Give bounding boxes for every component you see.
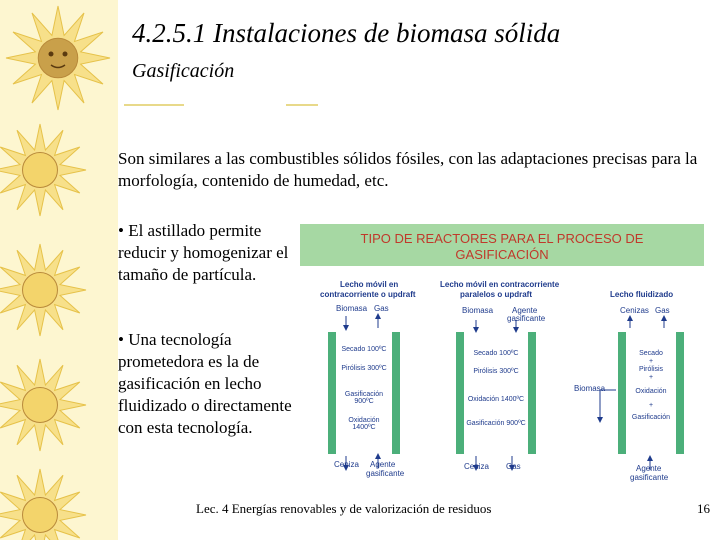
sun-icon bbox=[0, 244, 86, 336]
reactor3-zone: Secado bbox=[639, 350, 663, 357]
reactor3-zone: Gasificación bbox=[631, 414, 671, 421]
reactor2-output-label: Gas bbox=[506, 462, 521, 471]
decorative-sidebar bbox=[0, 0, 118, 540]
reactor2-input-label: Agente bbox=[512, 306, 538, 315]
reactor2-zone: Secado 100ºC bbox=[473, 350, 519, 357]
reactor2-zone: Pirólisis 300ºC bbox=[473, 368, 519, 375]
reactor3-input-label: Gas bbox=[655, 306, 670, 315]
reactor2-zone: Oxidación 1400ºC bbox=[467, 396, 525, 403]
reactor2-input-label: Biomasa bbox=[462, 306, 494, 315]
reactor3-heading: Lecho fluidizado bbox=[610, 290, 674, 299]
reactor3-wall-right bbox=[676, 332, 684, 454]
reactor2-output-label: Ceniza bbox=[464, 462, 489, 471]
reactor1-output-label: Agente bbox=[370, 460, 396, 469]
reactor2-zone: Gasificación 900ºC bbox=[466, 420, 526, 427]
reactor3-output-label: Agente bbox=[636, 464, 662, 473]
reactor1-zone: Pirólisis 300ºC bbox=[341, 365, 387, 372]
reactor2-input-label: gasificante bbox=[507, 314, 546, 323]
sun-icon bbox=[0, 359, 86, 451]
sun-icon bbox=[0, 469, 86, 540]
sun-icon bbox=[6, 6, 110, 110]
page-number: 16 bbox=[697, 501, 710, 516]
reactor3-wall-left bbox=[618, 332, 626, 454]
diagram-title-line: TIPO DE REACTORES PARA EL PROCESO DE bbox=[360, 231, 644, 246]
reactor1-input-label: Biomasa bbox=[336, 304, 368, 313]
reactor1-zone: Oxidación 1400ºC bbox=[348, 417, 380, 431]
reactor3-zone: + bbox=[648, 358, 654, 365]
reactor1-input-label: Gas bbox=[374, 304, 389, 313]
reactor1-wall-right bbox=[392, 332, 400, 454]
reactor3-zone: + bbox=[648, 402, 654, 409]
reactor3-input-label: Cenizas bbox=[620, 306, 649, 315]
slide-subtitle: Gasificación bbox=[132, 60, 235, 82]
reactor1-wall-left bbox=[328, 332, 336, 454]
reactor3-zone: + bbox=[648, 374, 654, 381]
diagram-title-line: GASIFICACIÓN bbox=[455, 247, 549, 262]
footer-text: Lec. 4 Energías renovables y de valorización de residuos bbox=[196, 501, 492, 516]
title-rule bbox=[124, 104, 184, 106]
reactor1-output-label: Ceniza bbox=[334, 460, 359, 469]
reactor3-zone: Pirólisis bbox=[638, 366, 664, 373]
reactor-diagram bbox=[300, 224, 704, 486]
reactor3-output-label: gasificante bbox=[630, 473, 669, 482]
bullet-item: • Una tecnología prometedora es la de gasificación en lecho fluidizado o directamente con esta tecnología. bbox=[118, 330, 292, 437]
reactor1-zone: Gasificación 900ºC bbox=[344, 391, 384, 405]
reactor2-heading: Lecho móvil en contracorriente bbox=[440, 280, 560, 289]
reactor1-zone: Secado 100ºC bbox=[341, 346, 387, 353]
reactor1-heading: contracorriente o updraft bbox=[320, 290, 416, 299]
reactor2-wall-right bbox=[528, 332, 536, 454]
intro-paragraph: Son similares a las combustibles sólidos fósiles, con las adaptaciones precisas para la morfología, contenido de humedad, etc. bbox=[118, 149, 698, 190]
reactor3-zone: Oxidación bbox=[635, 388, 667, 395]
reactor1-output-label: gasificante bbox=[366, 469, 405, 478]
sun-icon bbox=[0, 124, 86, 216]
reactor3-side-label: Biomasa bbox=[574, 384, 606, 393]
reactor1-heading: Lecho móvil en bbox=[340, 280, 399, 289]
bullet-item: • El astillado permite reducir y homogenizar el tamaño de partícula. bbox=[118, 221, 289, 284]
reactor2-wall-left bbox=[456, 332, 464, 454]
title-rule bbox=[286, 104, 318, 106]
slide-title: 4.2.5.1 Instalaciones de biomasa sólida bbox=[132, 18, 561, 48]
reactor2-heading: paralelos o updraft bbox=[460, 290, 533, 299]
